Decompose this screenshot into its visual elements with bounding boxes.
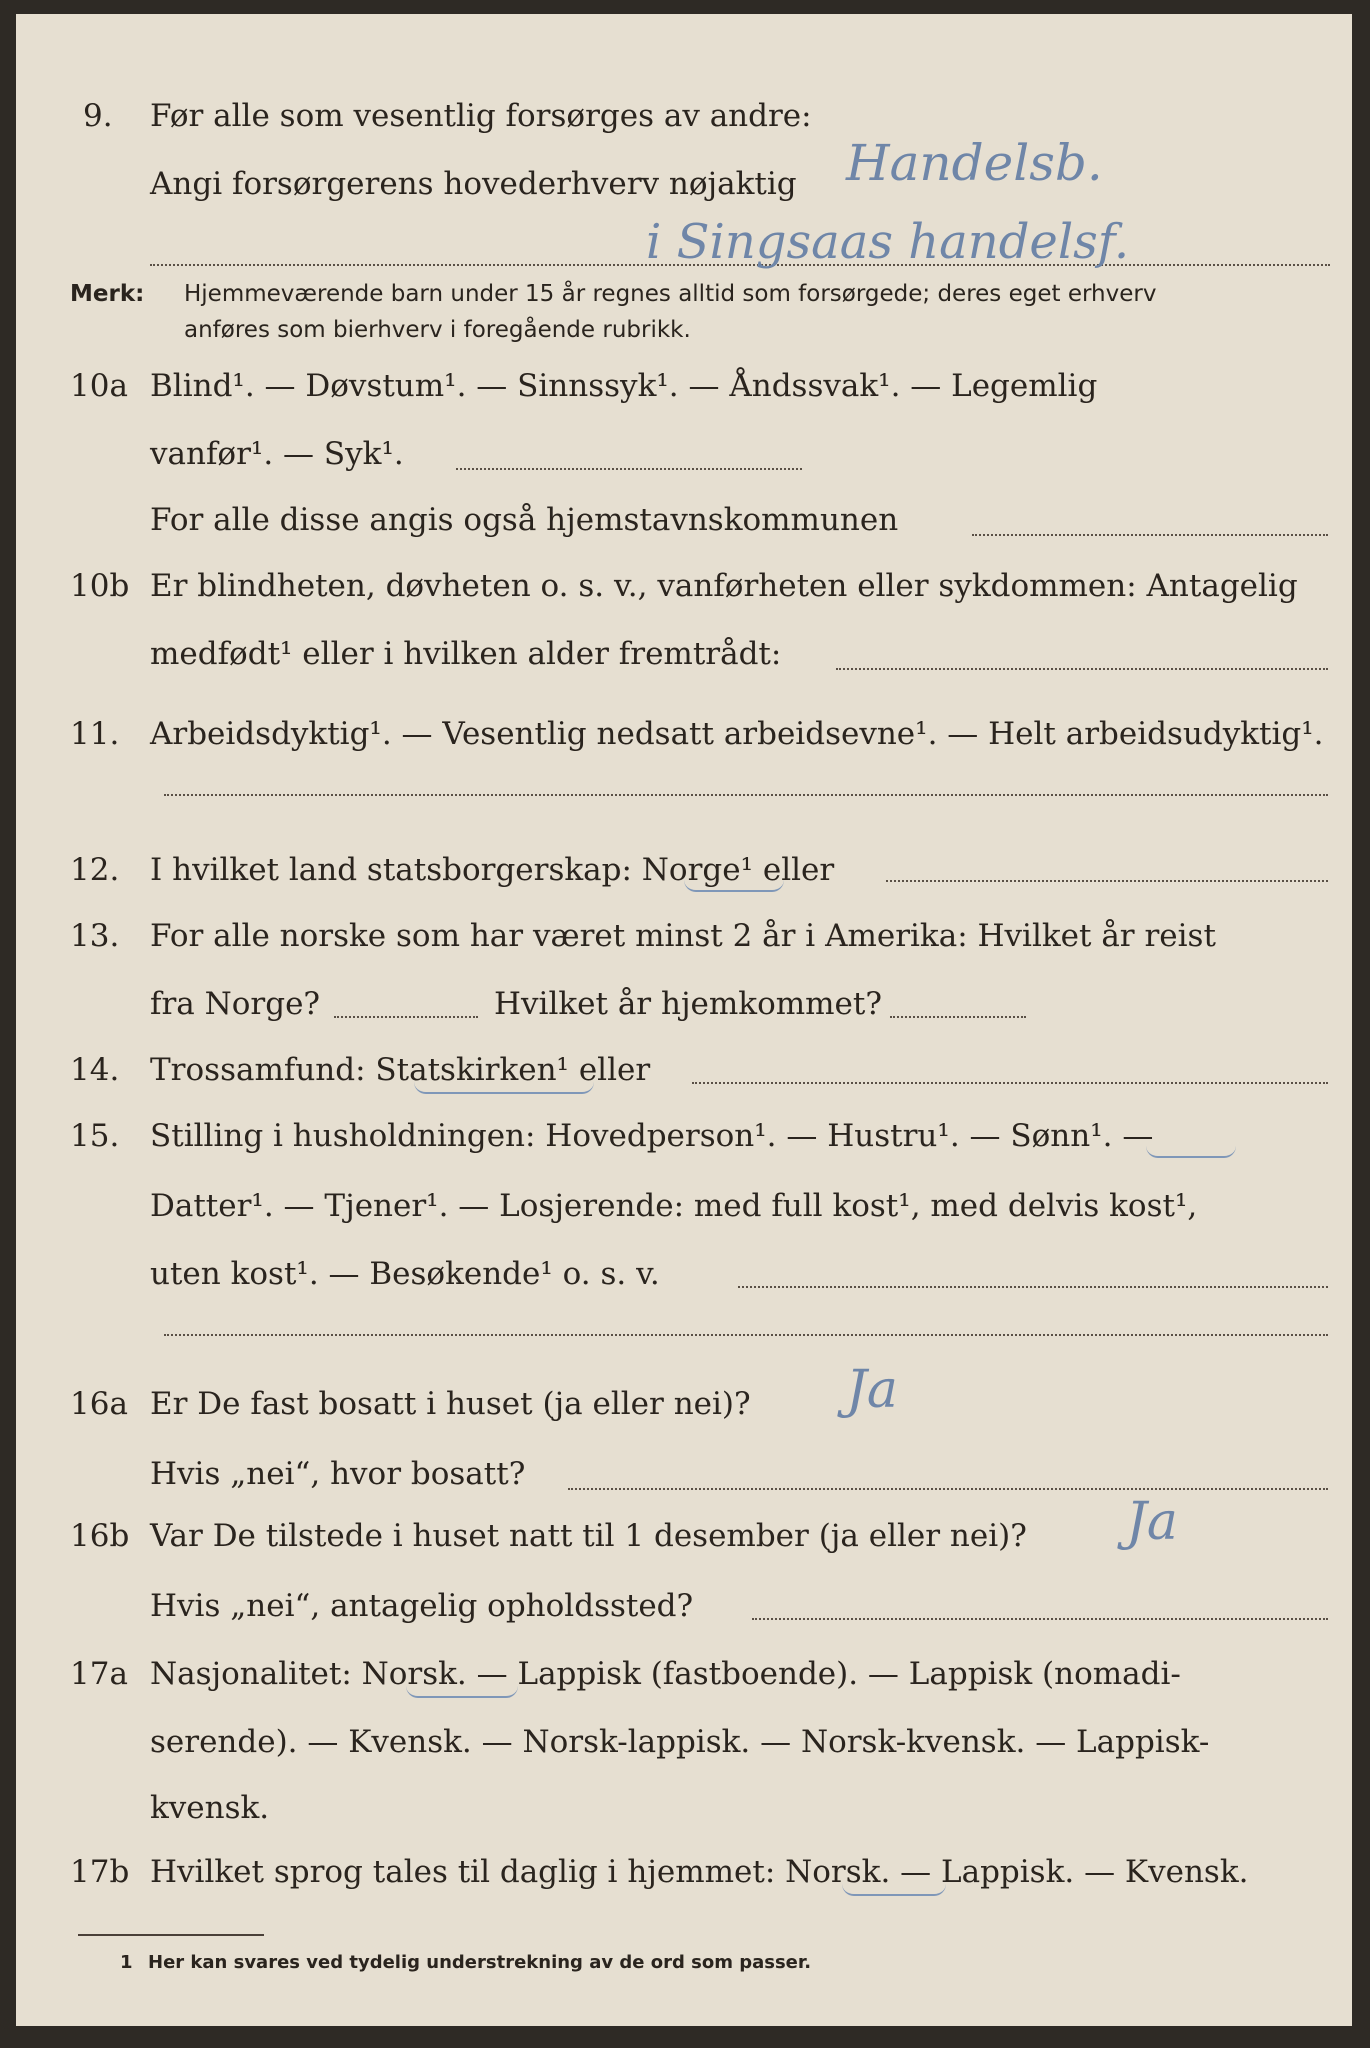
- item-number-10a: 10a: [70, 368, 128, 404]
- q10b-question-line2: medfødt¹ eller i hvilken alder fremtrådt:: [150, 636, 782, 672]
- q9-handwritten-answer-line2: i Singsaas handelsf.: [646, 214, 1130, 270]
- q13-year-left-line: [334, 1016, 478, 1018]
- q15-question-line3: uten kost¹. — Besøkende¹ o. s. v.: [150, 1256, 660, 1292]
- merk-note: Hjemmeværende barn under 15 år regnes alltid som forsørgede; deres eget erhverv: [184, 281, 1157, 307]
- q12-answer-line: [886, 880, 1328, 882]
- q16b-question: Var De tilstede i huset natt til 1 desember (ja eller nei)?: [150, 1518, 1027, 1554]
- q16a-handwritten-answer: Ja: [846, 1360, 898, 1420]
- item-number-12: 12.: [70, 852, 120, 888]
- q17a-question: Nasjonalitet: Norsk. — Lappisk (fastboende). — Lappisk (nomadi-: [150, 1656, 1181, 1692]
- item-number-15: 15.: [70, 1118, 120, 1154]
- q15-extra-line: [164, 1334, 1328, 1336]
- q12-question: I hvilket land statsborgerskap: Norge¹ eller: [150, 852, 835, 888]
- q15-answer-line: [738, 1286, 1328, 1288]
- q14-question: Trossamfund: Statskirken¹ eller: [150, 1052, 651, 1088]
- q16b-handwritten-answer: Ja: [1126, 1492, 1178, 1552]
- q13-year-returned-line: [890, 1016, 1026, 1018]
- q13-question-line2b: Hvilket år hjemkommet?: [494, 986, 882, 1022]
- q10a-question-line3: For alle disse angis også hjemstavnskommunen: [150, 502, 899, 538]
- q10a-question-line2: vanfør¹. — Syk¹.: [150, 436, 404, 472]
- item-number-10b: 10b: [70, 568, 130, 604]
- q16a-question-line2: Hvis „nei“, hvor bosatt?: [150, 1456, 526, 1492]
- q13-question-line2a: fra Norge?: [150, 986, 321, 1022]
- q16b-question-line2: Hvis „nei“, antagelig opholdssted?: [150, 1588, 694, 1624]
- q9-question: Før alle som vesentlig forsørges av andre:: [150, 98, 812, 134]
- item-number-16a: 16a: [70, 1386, 128, 1422]
- q9-handwritten-answer: Handelsb.: [846, 134, 1103, 192]
- footnote-rule: [78, 1934, 264, 1936]
- merk-label: Merk:: [70, 281, 145, 307]
- item-number-16b: 16b: [70, 1518, 130, 1554]
- item-number-14: 14.: [70, 1052, 120, 1088]
- q16b-answer-line: [752, 1618, 1328, 1620]
- q12-norge-underline: [684, 880, 784, 892]
- item-number-9: 9.: [83, 98, 113, 134]
- item-number-17b: 17b: [70, 1854, 130, 1890]
- q15-question: Stilling i husholdningen: Hovedperson¹. — Hustru¹. — Sønn¹. —: [150, 1118, 1154, 1154]
- item-number-13: 13.: [70, 918, 120, 954]
- q10b-answer-line: [836, 668, 1328, 670]
- q14-answer-line: [692, 1082, 1328, 1084]
- q16a-question: Er De fast bosatt i huset (ja eller nei)?: [150, 1386, 751, 1422]
- q10a-answer-line: [456, 468, 802, 470]
- q11-answer-line: [164, 794, 1328, 796]
- merk-note-line2: anføres som bierhverv i foregående rubrikk.: [184, 317, 691, 343]
- q9-question-line2: Angi forsørgerens hovederhverv nøjaktig: [150, 166, 797, 202]
- q10a-home-municipality-line: [972, 534, 1328, 536]
- q17b-norsk-underline: [842, 1884, 946, 1896]
- q17b-question: Hvilket sprog tales til daglig i hjemmet: Norsk. — Lappisk. — Kvensk.: [150, 1854, 1249, 1890]
- item-number-17a: 17a: [70, 1656, 128, 1692]
- q17a-question-line2: serende). — Kvensk. — Norsk-lappisk. — Norsk-kvensk. — Lappisk-: [150, 1724, 1210, 1760]
- census-form-page: [16, 14, 1352, 2026]
- q17a-norsk-underline: [406, 1686, 518, 1698]
- item-number-11: 11.: [70, 716, 120, 752]
- q16a-answer-line: [568, 1488, 1328, 1490]
- q15-question-line2: Datter¹. — Tjener¹. — Losjerende: med full kost¹, med delvis kost¹,: [150, 1188, 1198, 1224]
- q15-sonn-underline: [1146, 1146, 1236, 1158]
- q17a-question-line3: kvensk.: [150, 1790, 270, 1826]
- footnote-text: Her kan svares ved tydelig understrekning av de ord som passer.: [148, 1952, 812, 1973]
- q11-question: Arbeidsdyktig¹. — Vesentlig nedsatt arbeidsevne¹. — Helt arbeidsudyktig¹.: [150, 716, 1324, 752]
- q14-statskirken-underline: [414, 1082, 594, 1094]
- q10a-question: Blind¹. — Døvstum¹. — Sinnssyk¹. — Åndssvak¹. — Legemlig: [150, 368, 1098, 404]
- q13-question: For alle norske som har været minst 2 år i Amerika: Hvilket år reist: [150, 918, 1216, 954]
- q10b-question: Er blindheten, døvheten o. s. v., vanførheten eller sykdommen: Antagelig: [150, 568, 1298, 604]
- footnote-mark: 1: [120, 1952, 133, 1973]
